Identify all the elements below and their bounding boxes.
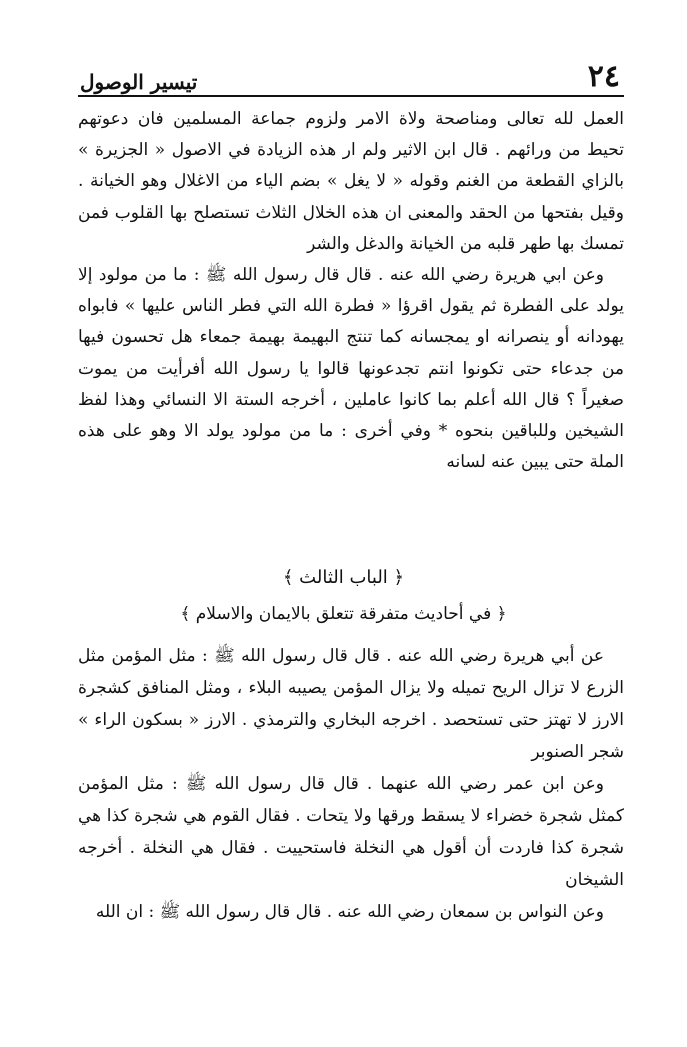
chapter-title: ﴿ الباب الثالث ﴾ <box>282 567 405 588</box>
header-rule <box>78 95 624 97</box>
body-text-top <box>78 104 624 478</box>
paragraph: العمل لله تعالى ومناصحة ولاة الامر ولزوم جماعة المسلمين فان دعوتهم تحيط من ورائهم . قال ابن الاثير ولم ار هذه الزيادة في الاصول « الجزيرة » بالزاي القطعة من الغنم وقوله « لا يغل » بضم الياء من الاغلال وهو الخيانة . وقيل بفتحها من الحقد والمعنى ان هذه الخلال الثلاث تستصلح بها القلوب فمن تمسك بها طهر قلبه من الخيانة والدغل والشر <box>78 109 624 254</box>
running-title: تيسير الوصول <box>80 70 198 94</box>
paragraph: وعن النواس بن سمعان رضي الله عنه . قال قال رسول الله ﷺ : ان الله <box>95 902 604 922</box>
page-header <box>80 48 620 92</box>
paragraph: وعن ابي هريرة رضي الله عنه . قال قال رسول الله ﷺ : ما من مولود إلا يولد على الفطرة ثم يقول اقرؤا « فطرة الله التي فطر الناس عليها » فابواه يهودانه أو ينصرانه او يمجسانه كما تنتج البهيمة بهيمة جمعاء هل تحسون فيها من جدعاء حتى تكونوا انتم تجدعونها قالوا يا رسول الله أفرأيت من يموت صغيراً ؟ قال الله أعلم بما كانوا عاملين ، أخرجه الستة الا النسائي وهذا لفظ الشيخين وللباقين بنحوه * وفي أخرى : ما من مولود يولد الا وهو على هذه الملة حتى يبين عنه لسانه <box>78 265 624 473</box>
body-text-bottom <box>78 640 624 928</box>
page-number: ٢٤ <box>587 59 620 94</box>
paragraph: عن أبي هريرة رضي الله عنه . قال قال رسول الله ﷺ : مثل المؤمن مثل الزرع لا تزال الريح تميله ولا يزال المؤمن يصيبه البلاء ، ومثل المنافق كشجرة الارز لا تهتز حتى تستحصد . اخرجه البخاري والترمذي . الارز « بسكون الراء » شجر الصنوبر <box>78 646 624 762</box>
paragraph: وعن ابن عمر رضي الله عنهما . قال قال رسول الله ﷺ : مثل المؤمن كمثل شجرة خضراء لا يسقط ورقها ولا يتحات . فقال القوم هي شجرة كذا هي شجرة كذا فاردت أن أقول هي النخلة فاستحييت . فقال هي النخلة . أخرجه الشيخان <box>78 774 624 890</box>
chapter-subtitle: ﴿ في أحاديث متفرقة تتعلق بالايمان والاسلام ﴾ <box>180 604 507 624</box>
